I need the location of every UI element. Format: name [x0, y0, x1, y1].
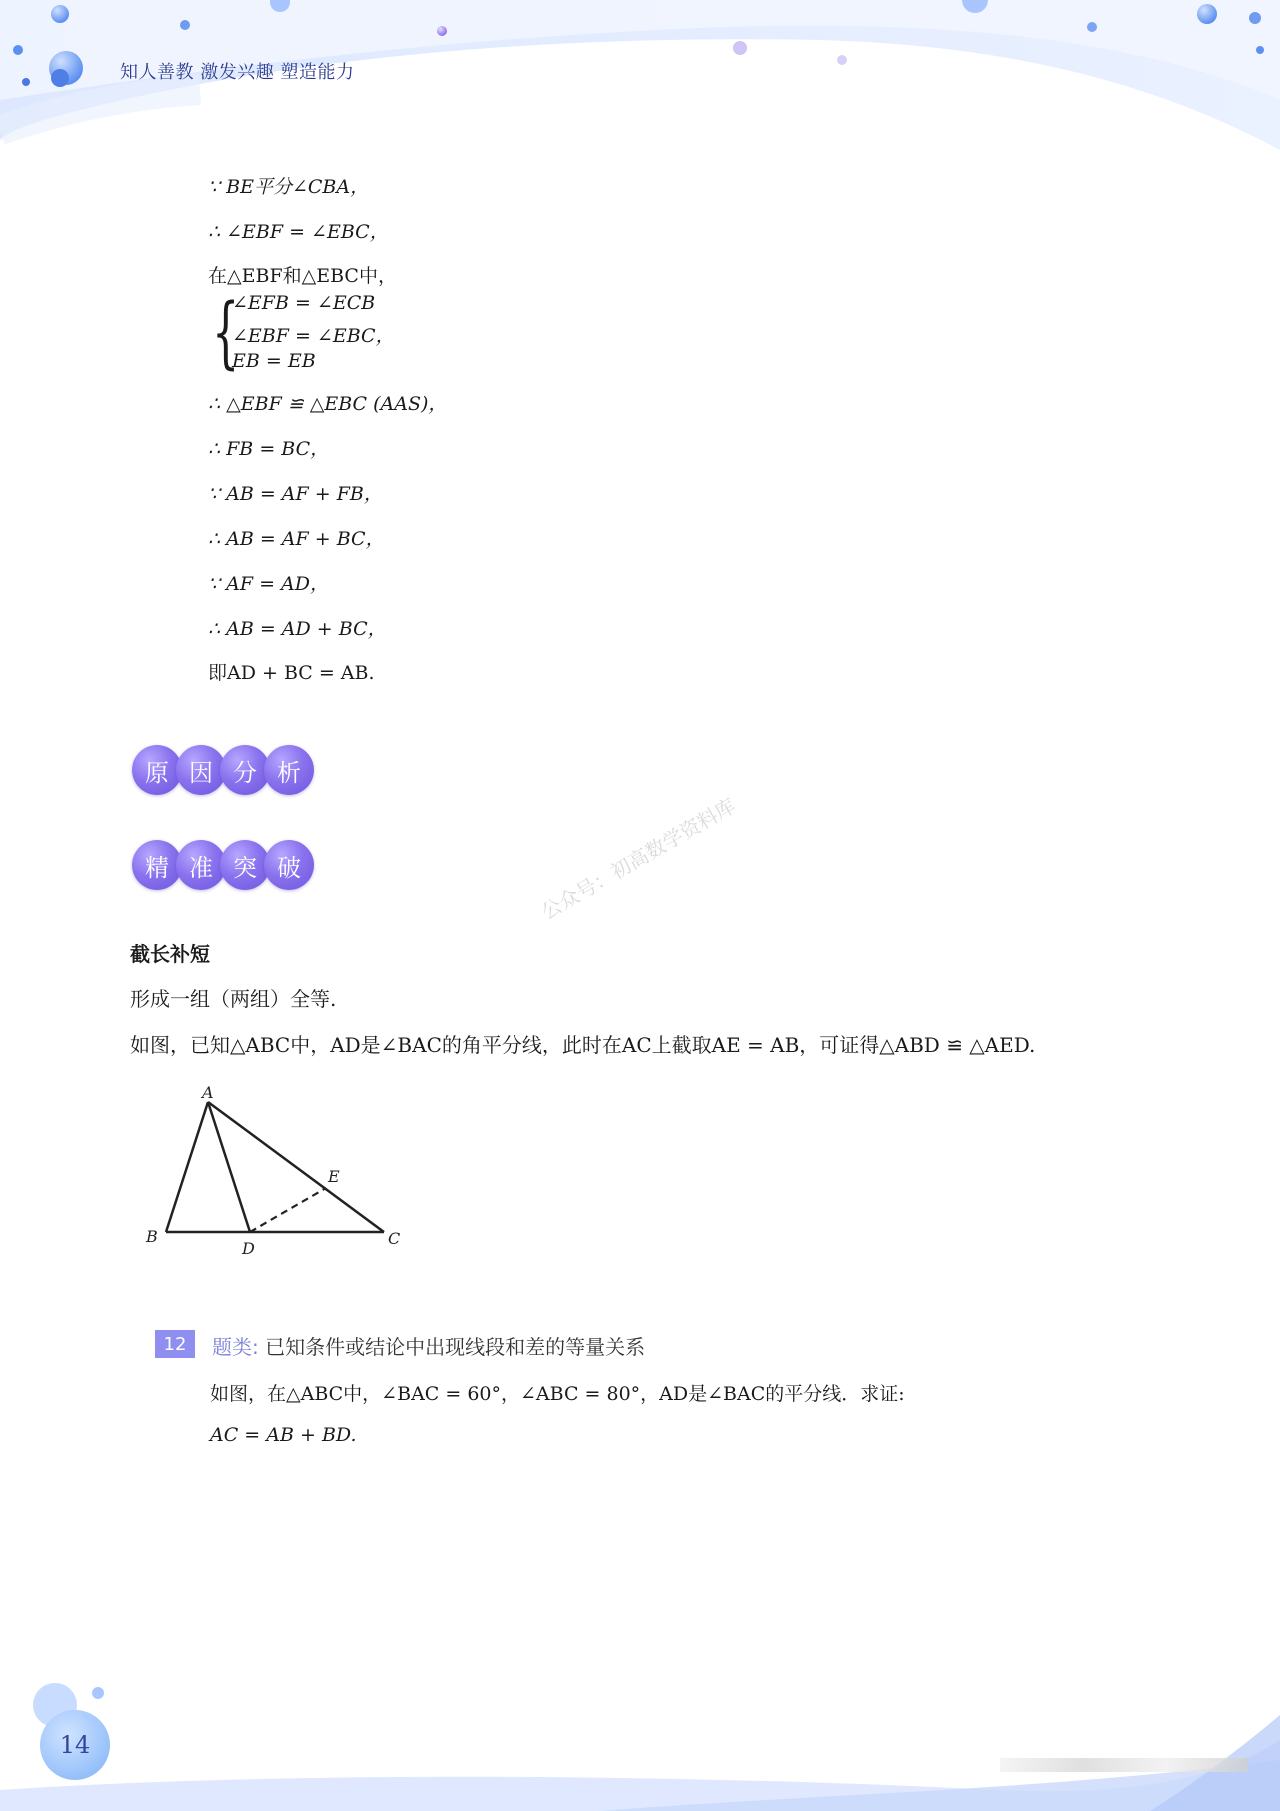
- question-text: 如图，在△ABC中，∠BAC = 60°，∠ABC = 80°，AD是∠BAC的平分线．求证:: [210, 1383, 905, 1405]
- system-line: ∠EFB = ∠ECB: [232, 292, 376, 314]
- badge-char: 原: [132, 745, 182, 795]
- watermark: 公众号：初高数学资料库: [537, 793, 740, 925]
- badge-precise-breakthrough: [132, 840, 308, 890]
- system-line: ∠EBF = ∠EBC，: [232, 325, 395, 347]
- footer-watermark-strip: [1000, 1758, 1248, 1772]
- badge-char: 破: [264, 840, 314, 890]
- proof-line: ∴ △EBF ≌ △EBC (AAS)，: [208, 393, 448, 415]
- section-title: 截长补短: [130, 942, 210, 966]
- badge-char: 分: [220, 745, 270, 795]
- badge-char: 因: [176, 745, 226, 795]
- proof-line: ∴ AB = AF + BC，: [208, 528, 385, 550]
- vertex-label-b: B: [146, 1227, 158, 1246]
- vertex-label-e: E: [328, 1167, 340, 1186]
- vertex-label-c: C: [388, 1229, 401, 1248]
- proof-line: 在△EBF和△EBC中，: [208, 265, 397, 287]
- badge-reason-analysis: [132, 745, 308, 795]
- badge-char: 准: [176, 840, 226, 890]
- proof-line: ∵ BE平分∠CBA，: [208, 176, 370, 198]
- vertex-label-d: D: [242, 1239, 255, 1258]
- proof-line: ∴ AB = AD + BC，: [208, 618, 387, 640]
- system-line: EB = EB: [232, 350, 316, 372]
- proof-line: ∴ ∠EBF = ∠EBC，: [208, 221, 389, 243]
- proof-line: ∵ AB = AF + FB，: [208, 483, 383, 505]
- question-number-badge: 12: [155, 1330, 195, 1358]
- badge-char: 精: [132, 840, 182, 890]
- header-motto: 知人善教 激发兴趣 塑造能力: [120, 62, 355, 83]
- section-text: 形成一组（两组）全等.: [130, 987, 337, 1011]
- left-brace-icon: {: [212, 288, 240, 378]
- question-type-text: 已知条件或结论中出现线段和差的等量关系: [265, 1335, 646, 1359]
- section-text: 如图，已知△ABC中，AD是∠BAC的角平分线，此时在AC上截取AE = AB，可证得△ABD ≌ △AED.: [130, 1033, 1036, 1057]
- question-type-label: 题类:: [212, 1335, 259, 1359]
- proof-line: ∵ AF = AD，: [208, 573, 329, 595]
- proof-line: 即AD + BC = AB.: [208, 662, 375, 684]
- question-text: AC = AB + BD.: [210, 1424, 357, 1446]
- triangle-figure: [138, 1082, 418, 1262]
- deco-ball-icon: [51, 5, 69, 23]
- page-number: 14: [40, 1710, 110, 1780]
- badge-char: 突: [220, 840, 270, 890]
- proof-line: ∴ FB = BC，: [208, 438, 330, 460]
- question-type: [212, 1331, 645, 1360]
- badge-char: 析: [264, 745, 314, 795]
- vertex-label-a: A: [202, 1083, 214, 1102]
